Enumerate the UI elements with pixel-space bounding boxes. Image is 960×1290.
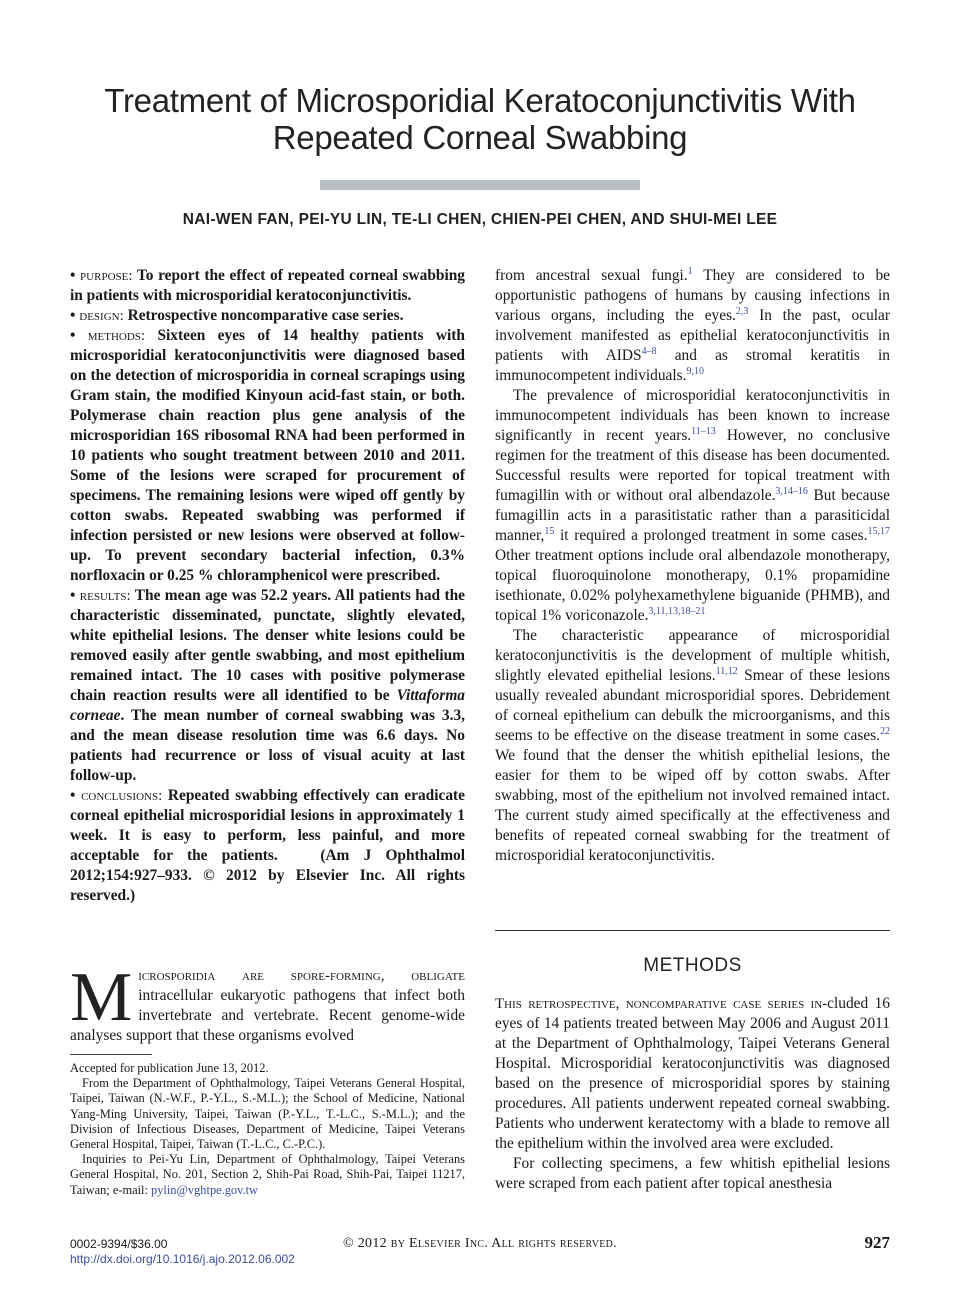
results-label: results:: [79, 588, 131, 604]
design-label: design:: [79, 308, 124, 324]
p2-text-b: However, no conclusive regimen for the treatment of this disease has been documented. Successful results were reported for topical treatment with fumagillin with or without oral albendazole.: [495, 427, 890, 504]
author-list: NAI-WEN FAN, PEI-YU LIN, TE-LI CHEN, CHIEN-PEI CHEN, AND SHUI-MEI LEE: [182, 211, 778, 228]
methods-paragraph-1: [495, 994, 890, 1154]
abstract-methods: • methods: Sixteen eyes of 14 healthy patients with microsporidial keratoconjunctivitis were diagnosed based on the detection of microsporidia in corneal scrapings using Gram stain, the modified Kinyoun acid-fast stain, or both. Polymerase chain reaction plus gene analysis of the microsporidian 16S ribosomal RNA had been performed in 10 patients who sought treatment between 2010 and 2011. Some of the lesions were scraped for procurement of specimens. The remaining lesions were wiped off gently by cotton swabs. Repeated swabbing was performed if infection persisted or new lesions were observed at follow-up. To prevent secondary bacterial infection, 0.3% norfloxacin or 0.25 % chloramphenicol were prescribed.: [70, 327, 465, 584]
ref-link[interactable]: 11–13: [691, 425, 716, 437]
p3-text-b: Smear of these lesions usually revealed abundant microsporidial spores. Debridement of corneal epithelium can debulk the microorganisms, and this seems to be effective on the disease treatment in some cases.: [495, 667, 890, 744]
article-title: Treatment of Microsporidial Keratoconjunctivitis With Repeated Corneal Swabbing: [104, 82, 856, 156]
affiliation-note: From the Department of Ophthalmology, Taipei Veterans General Hospital, Taipei, Taiwan (N.-W.F., P.-Y.L., S.-M.L.); the School of Medicine, National Yang-Ming University, Taipei, Taiwan (P.-Y.L., T.-L.C., S.-M.L.); and the Division of Infectious Diseases, Department of Medicine, Taipei Veterans General Hospital, Taipei, Taiwan (T.-L.C., C.-P.C.).: [70, 1076, 465, 1152]
inquiries-text: Inquiries to Pei-Yu Lin, Department of Ophthalmology, Taipei Veterans General Hospital, No. 201, Section 2, Shih-Pai Road, Shih-Pai, Taipei 11217, Taiwan; e-mail:: [70, 1152, 465, 1197]
issn: 0002-9394/$36.00: [70, 1237, 168, 1251]
ref-link[interactable]: 15,17: [867, 525, 890, 537]
p2-text-e: Other treatment options include oral albendazole monotherapy, topical fluoroquinolone monotherapy, 0.1% propamidine isethionate, 0.02% polyhexamethylene biguanide (PHMB), and topical 1% voriconazole.: [495, 547, 890, 624]
paragraph-3: [495, 626, 890, 866]
abstract-conclusions: • conclusions: Repeated swabbing effectively can eradicate corneal epithelial microsporidial lesions in approximately 1 week. It is easy to perform, less painful, and more acceptable for the patients. (Am J Ophthalmol 2012;154:927–933. © 2012 by Elsevier Inc. All rights reserved.): [70, 787, 465, 904]
p3-text-c: We found that the denser the whitish epithelial lesions, the easier for them to be wiped off by cotton swabs. After swabbing, most of the epithelium not involved remained intact. The current study aimed specifically at the effectiveness and benefits of repeated corneal swabbing for the treatment of microsporidial keratoconjunctivitis.: [495, 747, 890, 864]
p1-text-a: from ancestral sexual fungi.: [495, 267, 688, 284]
methods-section: [495, 994, 890, 1194]
ref-link[interactable]: 22: [880, 725, 890, 737]
article-notes: [70, 1061, 465, 1198]
p3-text-a: The characteristic appearance of microsporidial keratoconjunctivitis is the development of multiple whitish, slightly elevated epithelial lesions.: [495, 627, 890, 684]
methods-paragraph-2: For collecting specimens, a few whitish epithelial lesions were scraped from each patient after topical anesthesia: [495, 1155, 890, 1192]
methods-lead-caps: This retrospective, noncomparative case series in-: [495, 996, 828, 1012]
results-text-a: The mean age was 52.2 years. All patients had the characteristic disseminated, punctate, slightly elevated, white epithelial lesions. The denser white lesions could be removed easily after gentle swabbing, and most epithelium remained intact. The 10 cases with positive polymerase chain reaction results were all identified to be: [70, 587, 465, 704]
ref-link[interactable]: 3,11,13,18–21: [648, 605, 706, 617]
abstract: [70, 266, 465, 906]
results-species: Vittaforma corneae: [70, 687, 465, 724]
intro-continued: [495, 266, 890, 866]
methods-heading: METHODS: [643, 955, 742, 976]
ref-link[interactable]: 4–8: [641, 345, 657, 357]
methods-p1-text: cluded 16 eyes of 14 patients treated between May 2006 and August 2011 at the Department of Ophthalmology, Taipei Veterans General Hospital. Microsporidial keratoconjunctivitis was diagnosed based on the presence of microsporidial spores by staining procedures. All patients underwent repeated corneal swabbing. Patients who underwent keratectomy with a blade to remove all the epithelium within the involved area were excluded.: [495, 995, 891, 1152]
ref-link[interactable]: 3,14–16: [775, 485, 808, 497]
p2-text-d: it required a prolonged treatment in some cases.: [554, 527, 868, 544]
p2-text-c: But because fumagillin acts in a parasitistatic rather than a parasiticidal manner,: [495, 487, 890, 544]
doi-link[interactable]: http://dx.doi.org/10.1016/j.ajo.2012.06.002: [70, 1252, 295, 1266]
copyright-line: © 2012 by Elsevier Inc. All rights reserved.: [343, 1236, 617, 1251]
ref-link[interactable]: 1: [687, 265, 693, 277]
p1-text-c: In the past, ocular involvement manifested as epithelial keratoconjunctivitis in patients with AIDS: [495, 307, 891, 364]
accepted-note: Accepted for publication June 13, 2012.: [70, 1061, 269, 1075]
abstract-design: • design: Retrospective noncomparative case series.: [70, 307, 404, 324]
purpose-label: purpose:: [80, 268, 133, 284]
drop-cap: M: [70, 959, 133, 1036]
inquiries-note: [70, 1152, 465, 1198]
paragraph-1: [495, 266, 890, 386]
p1-text-b: They are considered to be opportunistic pathogens of humans by causing infections in various organs, including the eyes.: [495, 267, 890, 324]
footnote-rule: [70, 1054, 152, 1055]
conclusions-label: conclusions:: [81, 788, 163, 804]
ref-link[interactable]: 2,3: [735, 305, 749, 317]
methods-text: Sixteen eyes of 14 healthy patients with microsporidial keratoconjunctivitis were diagnosed based on the detection of microsporidia in corneal scrapings using Gram stain, the modified Kinyoun acid-fast stain, or both. Polymerase chain reaction plus gene analysis of the microsporidian 16S ribosomal RNA had been performed in 10 patients who sought treatment between 2010 and 2011. Some of the lesions were scraped for procurement of specimens. The remaining lesions were wiped off gently by cotton swabs. Repeated swabbing was performed if infection persisted or new lesions were observed at follow-up. To prevent secondary bacterial infection, 0.3% norfloxacin or 0.25 % chloramphenicol were prescribed.: [70, 327, 465, 584]
results-text-b: . The mean number of corneal swabbing was 3.3, and the mean disease resolution time was 6.6 days. No patients had recurrence or loss of visual acuity at last follow-up.: [70, 707, 465, 784]
purpose-text: To report the effect of repeated corneal swabbing in patients with microsporidial keratoconjunctivitis.: [70, 267, 465, 304]
email-link[interactable]: pylin@vghtpe.gov.tw: [151, 1182, 259, 1197]
design-text: Retrospective noncomparative case series.: [127, 307, 404, 324]
abstract-results: • results: The mean age was 52.2 years. All patients had the characteristic disseminated, punctate, slightly elevated, white epithelial lesions. The denser white lesions could be removed easily after gentle swabbing, and most epithelium remained intact. The 10 cases with positive polymerase chain reaction results were all identified to be Vittaforma corneae. The mean number of corneal swabbing was 3.3, and the mean disease resolution time was 6.6 days. No patients had recurrence or loss of visual acuity at last follow-up.: [70, 587, 465, 784]
title-divider: [320, 180, 640, 190]
introduction: [70, 959, 465, 1046]
p1-text-d: and as stromal keratitis in immunocompetent individuals.: [495, 347, 890, 384]
methods-label: methods:: [87, 328, 146, 344]
ref-link[interactable]: 9,10: [686, 365, 705, 377]
footer-identifiers: [70, 1237, 295, 1267]
conclusions-text: Repeated swabbing effectively can eradicate corneal epithelial microsporidial lesions in approximately 1 week. It is easy to perform, less painful, and more acceptable for the patients.: [70, 787, 465, 864]
ref-link[interactable]: 11,12: [715, 665, 738, 677]
abstract-citation: (Am J Ophthalmol 2012;154:927–933. © 2012 by Elsevier Inc. All rights reserved.): [70, 847, 465, 904]
p2-text-a: The prevalence of microsporidial keratoconjunctivitis in immunocompetent individuals has been known to increase significantly in recent years.: [495, 387, 890, 444]
section-rule: [495, 930, 890, 931]
paragraph-2: [495, 386, 890, 626]
page-number: 927: [864, 1233, 890, 1252]
abstract-purpose: • purpose: To report the effect of repeated corneal swabbing in patients with microsporidial keratoconjunctivitis.: [70, 267, 465, 304]
intro-text: intracellular eukaryotic pathogens that infect both invertebrate and vertebrate. Recent genome-wide analyses support that these organisms evolved: [70, 987, 465, 1044]
intro-lead-caps: icrosporidia are spore-forming, obligate: [138, 968, 465, 984]
ref-link[interactable]: 15: [544, 525, 555, 537]
